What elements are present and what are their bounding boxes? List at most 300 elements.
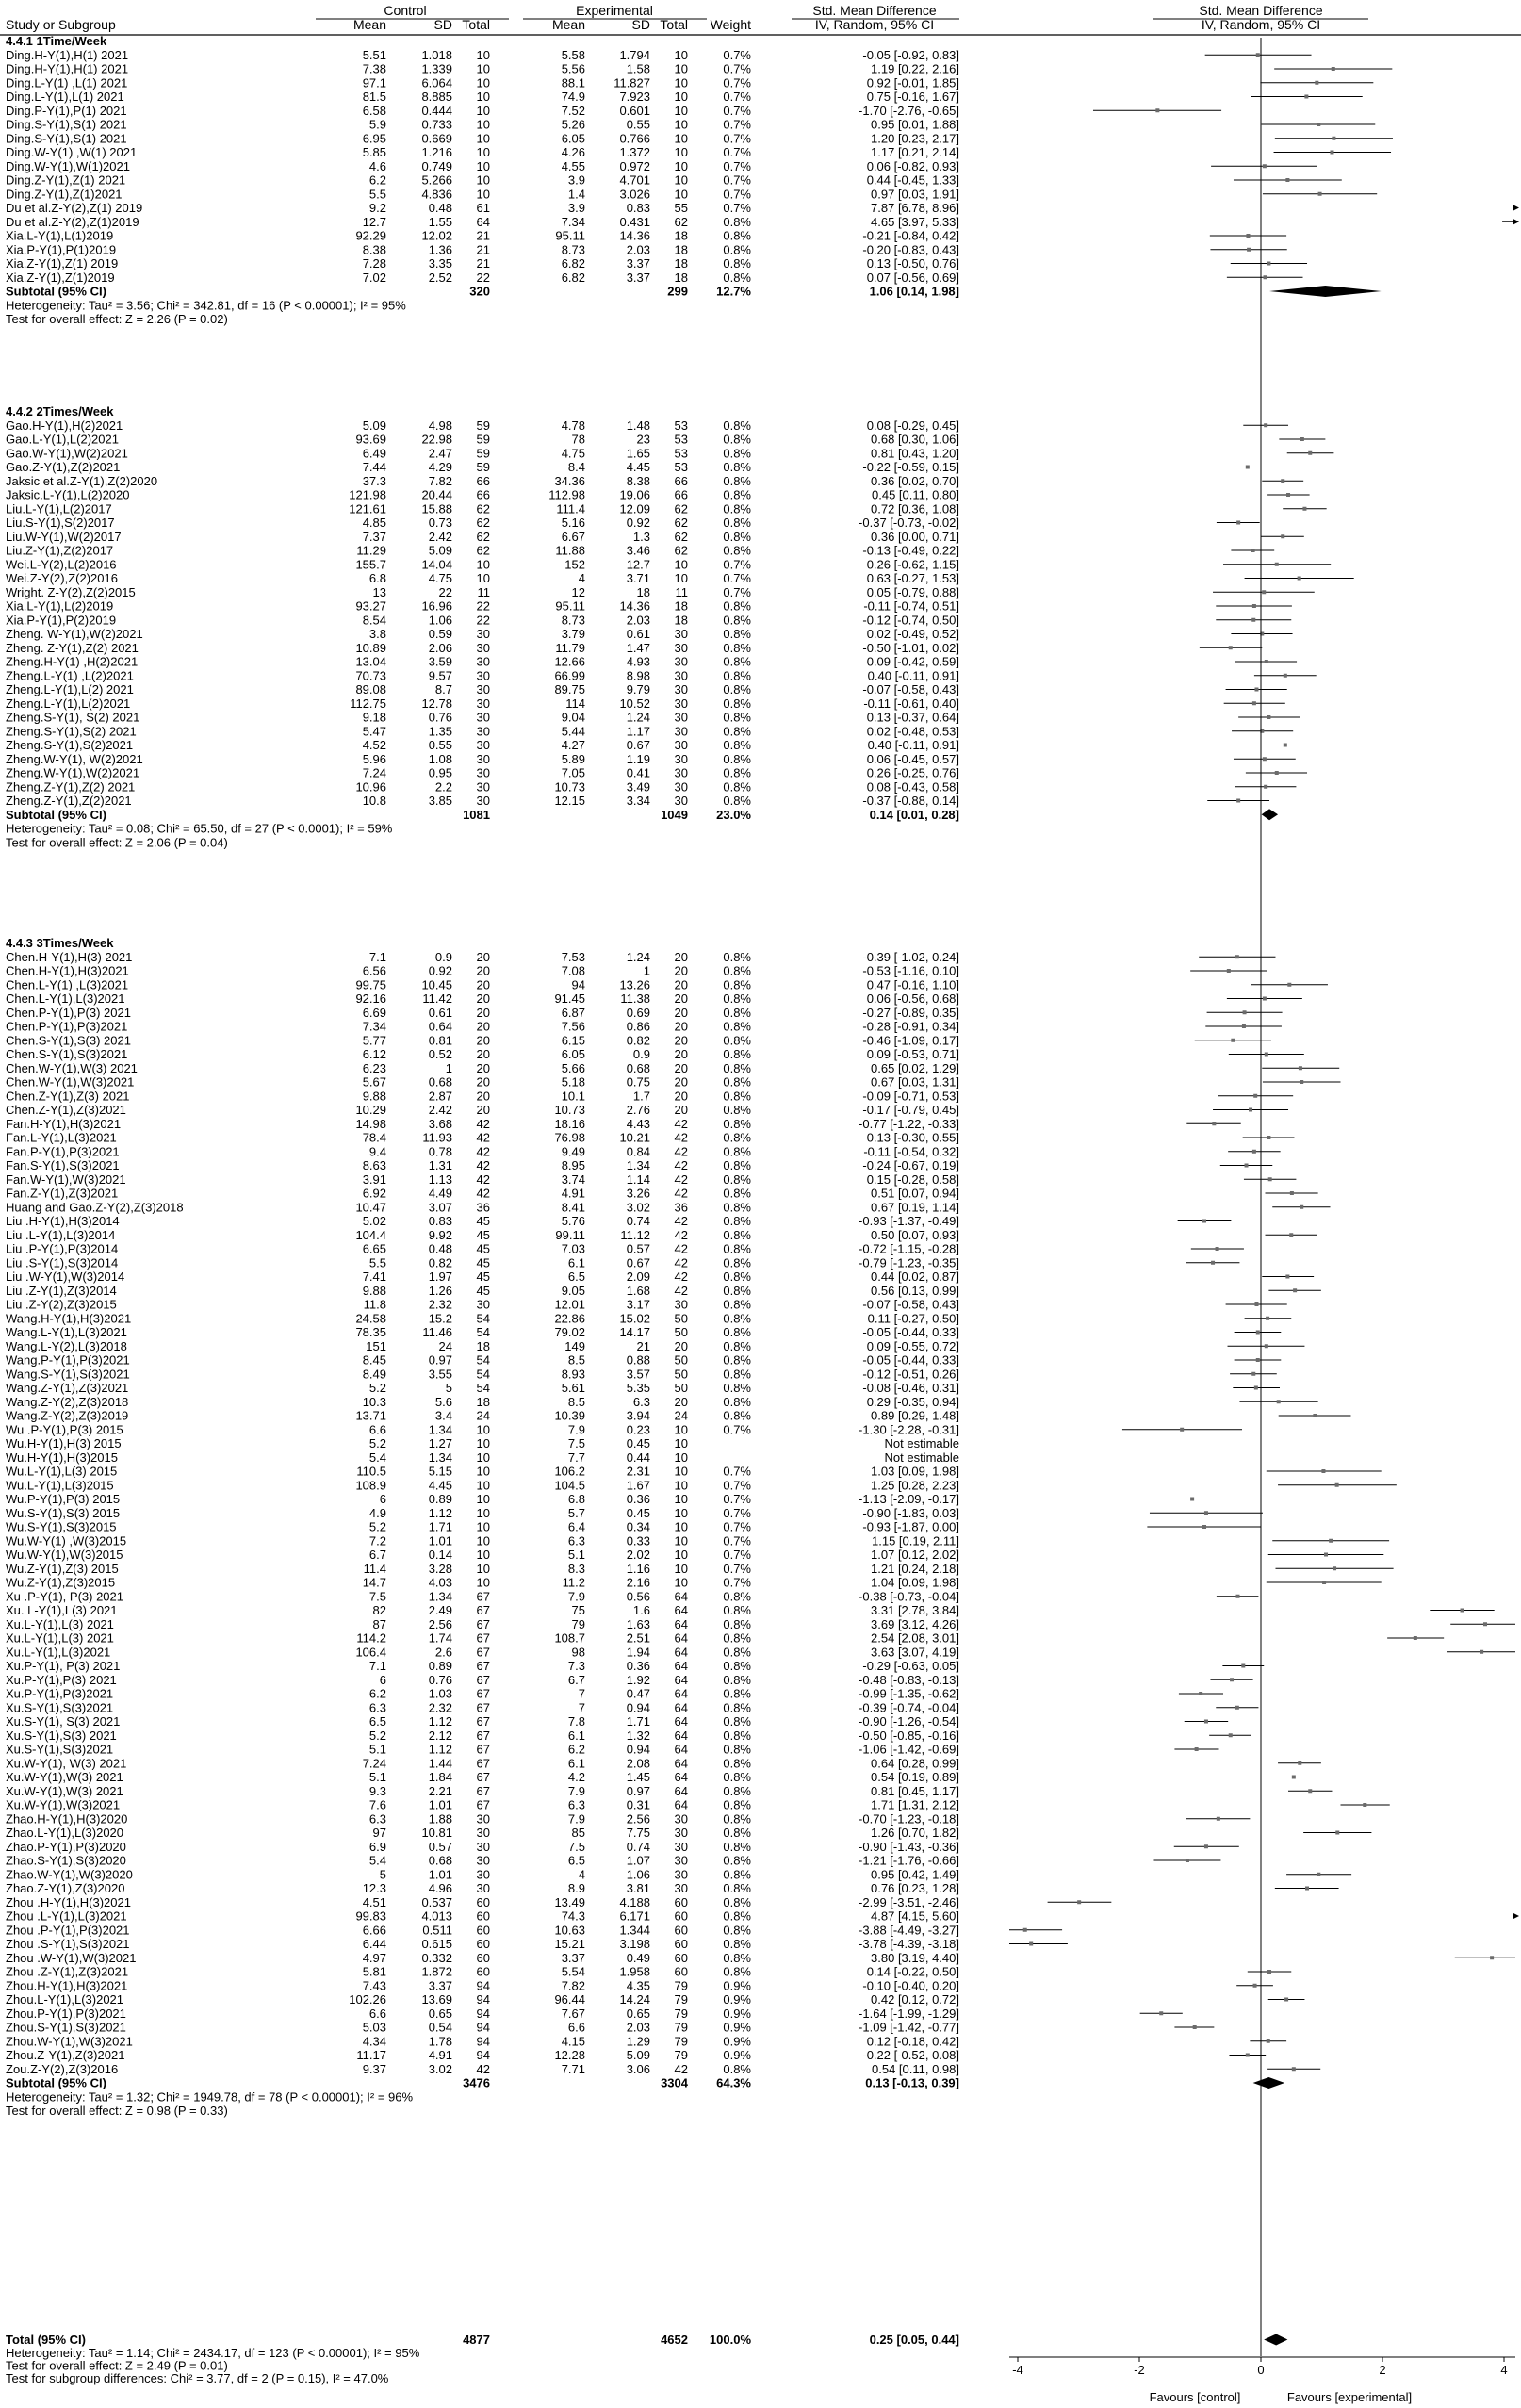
study-name: Xu.S-Y(1),S(3) 2021 (6, 1728, 117, 1743)
control-mean: 5.4 (368, 1450, 386, 1465)
experimental-sd: 0.47 (626, 1686, 650, 1701)
control-sd: 0.14 (428, 1548, 452, 1562)
study-point-estimate (1305, 1887, 1309, 1891)
experimental-mean: 6.82 (561, 270, 585, 285)
study-name: Zhou .W-Y(1),W(3)2021 (6, 1950, 137, 1965)
study-weight: 0.8% (723, 724, 751, 739)
control-sd: 2.56 (428, 1616, 452, 1631)
control-sd: 3.59 (428, 654, 452, 669)
study-effect-ci: 0.44 [-0.45, 1.33] (866, 172, 959, 188)
experimental-total: 42 (674, 1186, 688, 1201)
control-sd: 16.96 (421, 598, 452, 614)
control-total: 67 (476, 1770, 490, 1784)
study-weight: 0.9% (723, 1978, 751, 1993)
experimental-mean: 4.27 (561, 738, 585, 752)
study-weight: 0.8% (723, 1158, 751, 1172)
experimental-sd: 0.69 (626, 1005, 650, 1020)
control-sd: 2.42 (428, 529, 452, 544)
experimental-total: 64 (674, 1797, 688, 1812)
study-effect-ci: 0.81 [0.45, 1.17] (871, 1783, 959, 1798)
study-name: Zhou.W-Y(1),W(3)2021 (6, 2034, 133, 2049)
study-point-estimate (1252, 701, 1256, 705)
experimental-mean: 8.5 (567, 1352, 585, 1368)
experimental-sd: 3.37 (626, 256, 650, 270)
experimental-sd: 0.57 (626, 1241, 650, 1256)
study-weight: 0.7% (723, 1422, 751, 1437)
study-name: Chen.P-Y(1),P(3)2021 (6, 1019, 128, 1034)
experimental-total: 79 (674, 2048, 688, 2062)
control-total: 42 (476, 1130, 490, 1145)
control-mean: 6.6 (368, 2006, 386, 2021)
experimental-total: 66 (674, 473, 688, 488)
control-mean: 5.47 (362, 724, 386, 739)
control-total: 10 (476, 145, 490, 159)
experimental-total: 10 (674, 172, 688, 188)
control-mean: 5.4 (368, 1853, 386, 1868)
control-sd: 11.46 (422, 1325, 452, 1339)
experimental-total: 50 (674, 1352, 688, 1368)
study-name: Xia.P-Y(1),P(2)2019 (6, 613, 117, 628)
experimental-total: 64 (674, 1616, 688, 1631)
experimental-sd: 0.86 (626, 1019, 650, 1034)
experimental-mean: 6.82 (561, 256, 585, 270)
control-mean: 6.12 (362, 1047, 386, 1061)
control-sd: 2.21 (428, 1783, 452, 1798)
study-weight: 0.7% (723, 1492, 751, 1506)
study-name: Xu.W-Y(1), W(3) 2021 (6, 1756, 127, 1771)
control-mean: 11.17 (356, 2048, 386, 2062)
control-mean: 7.34 (362, 1019, 386, 1034)
experimental-mean: 15.21 (554, 1937, 585, 1951)
study-name: Zheng.S-Y(1),S(2)2021 (6, 738, 134, 752)
study-name: Ding.W-Y(1) ,W(1) 2021 (6, 145, 138, 159)
experimental-sd: 1.65 (626, 446, 650, 461)
experimental-total: 10 (674, 1519, 688, 1534)
control-mean: 12.3 (362, 1881, 386, 1895)
experimental-total: 20 (674, 1103, 688, 1117)
experimental-sd: 1.58 (626, 61, 650, 76)
study-effect-ci: 0.92 [-0.01, 1.85] (866, 75, 959, 90)
control-mean: 4.97 (362, 1950, 386, 1965)
experimental-total: 42 (674, 1283, 688, 1298)
study-point-estimate (1284, 744, 1287, 747)
study-weight: 0.8% (723, 1270, 751, 1284)
study-weight: 0.8% (723, 1186, 751, 1201)
experimental-total: 62 (674, 529, 688, 544)
study-name: Zhou.Z-Y(1),Z(3)2021 (6, 2048, 125, 2062)
off-scale-arrow (1513, 1913, 1519, 1919)
experimental-mean: 7.3 (567, 1659, 585, 1673)
experimental-sd: 1.6 (632, 1603, 650, 1617)
experimental-mean: 3.79 (561, 627, 585, 641)
experimental-sd: 4.93 (626, 654, 650, 669)
study-point-estimate (1267, 262, 1270, 266)
experimental-total: 10 (674, 103, 688, 118)
control-sd: 2.32 (428, 1297, 452, 1312)
study-name: Ding.P-Y(1),P(1) 2021 (6, 103, 127, 118)
study-weight: 0.7% (723, 187, 751, 202)
control-total: 22 (476, 598, 490, 614)
study-effect-ci: Not estimable (884, 1450, 959, 1465)
experimental-sd: 2.03 (626, 242, 650, 257)
control-mean: 155.7 (355, 557, 386, 572)
control-total: 10 (476, 172, 490, 188)
experimental-total: 10 (674, 117, 688, 132)
study-effect-ci: -0.22 [-0.59, 0.15] (862, 460, 959, 474)
experimental-mean: 18.16 (554, 1116, 585, 1131)
experimental-sd: 0.9 (632, 1047, 650, 1061)
control-total: 94 (476, 2034, 490, 2049)
control-sd: 4.98 (428, 418, 452, 433)
control-sd: 20.44 (421, 487, 452, 502)
experimental-total: 60 (674, 1923, 688, 1938)
study-weight: 0.7% (723, 1575, 751, 1590)
control-total: 67 (476, 1742, 490, 1757)
experimental-total: 53 (674, 446, 688, 461)
total-weight: 100.0% (709, 2333, 751, 2347)
study-weight: 0.8% (723, 668, 751, 683)
experimental-mean: 149 (564, 1338, 585, 1353)
study-name: Ding.W-Y(1),W(1)2021 (6, 158, 130, 173)
experimental-mean: 94 (571, 977, 585, 992)
control-total: 54 (476, 1352, 490, 1368)
control-total: 22 (476, 613, 490, 628)
experimental-mean: 76.98 (554, 1130, 585, 1145)
experimental-sd: 0.31 (626, 1797, 650, 1812)
experimental-sd: 0.41 (626, 765, 650, 780)
study-weight: 0.8% (723, 1923, 751, 1938)
control-sd: 3.02 (428, 2061, 452, 2076)
study-effect-ci: -0.05 [-0.92, 0.83] (862, 47, 959, 62)
control-mean: 5.51 (362, 47, 386, 62)
control-sd: 0.89 (428, 1492, 452, 1506)
experimental-total: 60 (674, 1937, 688, 1951)
control-sd: 1.339 (421, 61, 452, 76)
study-name: Xu.L-Y(1),L(3) 2021 (6, 1616, 114, 1631)
control-total: 61 (476, 201, 490, 215)
control-mean: 7.38 (362, 61, 386, 76)
study-point-estimate (1321, 1469, 1325, 1473)
control-total: 64 (476, 214, 490, 229)
control-sd: 1 (445, 1060, 452, 1075)
study-point-estimate (1335, 1483, 1339, 1487)
experimental-mean: 9.05 (561, 1283, 585, 1298)
study-point-estimate (1268, 1177, 1272, 1181)
experimental-sd: 3.26 (626, 1186, 650, 1201)
study-weight: 0.8% (723, 1811, 751, 1826)
study-weight: 0.8% (723, 1005, 751, 1020)
experimental-sd: 3.81 (626, 1881, 650, 1895)
experimental-sd: 2.51 (626, 1630, 650, 1646)
control-total: 30 (476, 1811, 490, 1826)
control-sd: 2.47 (428, 446, 452, 461)
control-total: 60 (476, 1937, 490, 1951)
control-sd: 4.03 (428, 1575, 452, 1590)
study-effect-ci: 1.04 [0.09, 1.98] (871, 1575, 959, 1590)
study-name: Zhou.P-Y(1),P(3)2021 (6, 2006, 126, 2021)
study-weight: 0.7% (723, 103, 751, 118)
control-total: 30 (476, 710, 490, 725)
experimental-total: 30 (674, 640, 688, 655)
study-weight: 0.8% (723, 1033, 751, 1048)
control-sd: 22 (438, 584, 452, 599)
control-total: 67 (476, 1630, 490, 1646)
study-name: Liu.L-Y(1),L(2)2017 (6, 501, 112, 516)
experimental-total: 30 (674, 1853, 688, 1868)
study-weight: 0.8% (723, 1645, 751, 1660)
experimental-mean: 6.3 (567, 1797, 585, 1812)
study-name: Wu.L-Y(1),L(3) 2015 (6, 1464, 118, 1479)
control-mean: 14.98 (355, 1116, 386, 1131)
study-effect-ci: 0.67 [0.03, 1.31] (871, 1074, 959, 1089)
study-name: Ding.Z-Y(1),Z(1) 2021 (6, 172, 126, 188)
total-experimental-n: 4652 (661, 2333, 688, 2347)
control-sd: 1.88 (428, 1811, 452, 1826)
study-name: Liu.W-Y(1),W(2)2017 (6, 529, 122, 544)
experimental-mean: 6.05 (561, 1047, 585, 1061)
experimental-total: 64 (674, 1672, 688, 1687)
control-sd: 8.885 (421, 90, 452, 104)
experimental-sd: 1.19 (626, 751, 650, 766)
control-mean: 6.9 (368, 1839, 386, 1854)
study-point-estimate (1315, 81, 1318, 85)
study-weight: 0.8% (723, 1630, 751, 1646)
study-weight: 0.7% (723, 1505, 751, 1520)
experimental-mean: 75 (571, 1603, 585, 1617)
study-weight: 0.8% (723, 1214, 751, 1228)
study-column-header: Study or Subgroup (6, 17, 116, 32)
experimental-total: 30 (674, 794, 688, 808)
experimental-sd: 1.47 (626, 640, 650, 655)
experimental-sd: 1.32 (626, 1728, 650, 1743)
study-name: Liu .S-Y(1),S(3)2014 (6, 1255, 119, 1270)
study-point-estimate (1268, 1970, 1271, 1974)
study-name: Zheng.L-Y(1),L(2) 2021 (6, 682, 134, 696)
control-total: 30 (476, 1839, 490, 1854)
study-point-estimate (1290, 1191, 1294, 1195)
experimental-mean: 7.7 (567, 1450, 585, 1465)
control-total: 10 (476, 90, 490, 104)
experimental-sd: 1.7 (632, 1089, 650, 1104)
control-total: 10 (476, 557, 490, 572)
control-mean: 37.3 (362, 473, 386, 488)
study-point-estimate (1292, 2067, 1296, 2071)
experimental-sd: 0.65 (626, 2006, 650, 2021)
study-name: Zhao.L-Y(1),L(3)2020 (6, 1826, 124, 1840)
study-name: Chen.L-Y(1),L(3)2021 (6, 991, 125, 1006)
control-total: 10 (476, 158, 490, 173)
control-total: 10 (476, 117, 490, 132)
experimental-sd-header: SD (631, 17, 650, 32)
experimental-total: 30 (674, 1297, 688, 1312)
study-name: Wang.P-Y(1),P(3)2021 (6, 1352, 130, 1368)
experimental-mean: 6.1 (567, 1756, 585, 1771)
experimental-sd: 1.958 (619, 1964, 650, 1979)
experimental-sd: 4.701 (619, 172, 650, 188)
study-name: Zheng.S-Y(1),S(2) 2021 (6, 724, 137, 739)
experimental-mean: 106.2 (554, 1464, 585, 1479)
study-name: Wu.L-Y(1),L(3)2015 (6, 1478, 114, 1493)
study-name: Xu.L-Y(1),L(3) 2021 (6, 1630, 114, 1646)
study-point-estimate (1317, 1873, 1320, 1876)
control-sd: 0.52 (428, 1047, 452, 1061)
experimental-sd: 1.71 (626, 1714, 650, 1728)
study-weight: 0.8% (723, 710, 751, 725)
control-total: 67 (476, 1603, 490, 1617)
experimental-mean: 98 (571, 1645, 585, 1660)
control-total: 21 (476, 256, 490, 270)
control-sd: 0.48 (428, 201, 452, 215)
control-total: 30 (476, 738, 490, 752)
study-name: Fan.S-Y(1),S(3)2021 (6, 1158, 120, 1172)
control-sd: 0.65 (428, 2006, 452, 2021)
control-mean: 6.23 (362, 1060, 386, 1075)
experimental-mean: 3.37 (561, 1950, 585, 1965)
control-total: 30 (476, 668, 490, 683)
experimental-sd: 0.44 (626, 1450, 650, 1465)
study-effect-ci: 1.19 [0.22, 2.16] (871, 61, 959, 76)
study-name: Xu.P-Y(1),P(3)2021 (6, 1686, 114, 1701)
study-point-estimate (1298, 1761, 1301, 1765)
study-effect-ci: 0.36 [0.02, 0.70] (871, 473, 959, 488)
study-name: Zheng.Z-Y(1),Z(2)2021 (6, 794, 132, 808)
study-name: Wang.S-Y(1),S(3)2021 (6, 1367, 130, 1382)
study-effect-ci: -0.27 [-0.89, 0.35] (862, 1005, 959, 1020)
control-mean: 6.7 (368, 1548, 386, 1562)
control-sd: 4.75 (428, 571, 452, 585)
study-name: Ding.Z-Y(1),Z(1)2021 (6, 187, 123, 202)
control-sd: 2.2 (434, 779, 452, 794)
experimental-mean: 5.58 (561, 47, 585, 62)
study-effect-ci: 0.56 [0.13, 0.99] (871, 1283, 959, 1298)
study-weight: 0.9% (723, 1992, 751, 2007)
control-mean: 7.02 (362, 270, 386, 285)
experimental-mean: 7.8 (567, 1714, 585, 1728)
control-sd: 0.61 (428, 1005, 452, 1020)
experimental-sd: 1.794 (619, 47, 650, 62)
experimental-sd: 1.68 (626, 1283, 650, 1298)
experimental-total: 30 (674, 682, 688, 696)
x-tick-label: 4 (1500, 2363, 1508, 2377)
control-mean: 4.51 (362, 1894, 386, 1909)
study-name: Jaksic.L-Y(1),L(2)2020 (6, 487, 130, 502)
experimental-mean: 111.4 (556, 501, 585, 516)
experimental-total: 20 (674, 963, 688, 978)
experimental-total: 11 (675, 584, 688, 599)
experimental-total: 62 (674, 516, 688, 530)
control-mean: 6.95 (362, 131, 386, 146)
control-total: 20 (476, 963, 490, 978)
control-mean: 5.2 (368, 1436, 386, 1450)
control-total: 20 (476, 1033, 490, 1048)
experimental-total: 20 (674, 1089, 688, 1104)
study-name: Wang.Z-Y(2),Z(3)2018 (6, 1394, 129, 1409)
control-total: 59 (476, 432, 490, 447)
experimental-mean: 112.98 (548, 487, 585, 502)
control-mean: 82 (372, 1603, 386, 1617)
experimental-sd: 0.74 (626, 1839, 650, 1854)
study-weight: 0.8% (723, 1352, 751, 1368)
favours-control-label: Favours [control] (1149, 2390, 1241, 2404)
control-mean: 7.24 (362, 765, 386, 780)
experimental-mean: 4.55 (561, 158, 585, 173)
study-name: Zhao.Z-Y(1),Z(3)2020 (6, 1881, 125, 1895)
control-mean: 6.3 (368, 1811, 386, 1826)
control-total: 45 (476, 1270, 490, 1284)
control-mean: 14.7 (362, 1575, 386, 1590)
experimental-total: 36 (674, 1200, 688, 1215)
study-point-estimate (1251, 1372, 1255, 1376)
control-total: 45 (476, 1227, 490, 1242)
study-name: Zheng. Z-Y(1),Z(2) 2021 (6, 640, 139, 655)
experimental-sd: 0.972 (619, 158, 650, 173)
study-effect-ci: -3.88 [-4.49, -3.27] (859, 1923, 959, 1938)
experimental-total: 50 (674, 1325, 688, 1339)
control-mean: 5.9 (368, 117, 386, 132)
study-weight: 0.7% (723, 131, 751, 146)
study-weight: 0.8% (723, 473, 751, 488)
study-weight: 0.8% (723, 1255, 751, 1270)
experimental-total: 50 (674, 1381, 688, 1395)
experimental-total: 10 (674, 145, 688, 159)
experimental-mean: 22.86 (554, 1311, 585, 1326)
experimental-sd: 0.49 (626, 1950, 650, 1965)
study-name: Fan.H-Y(1),H(3)2021 (6, 1116, 122, 1131)
study-point-estimate (1243, 1010, 1247, 1014)
study-effect-ci: -0.93 [-1.37, -0.49] (859, 1214, 959, 1228)
control-mean: 78.35 (355, 1325, 386, 1339)
study-effect-ci: 0.06 [-0.45, 0.57] (866, 751, 959, 766)
experimental-total: 64 (674, 1589, 688, 1604)
experimental-mean: 7.9 (567, 1811, 585, 1826)
experimental-mean: 6.15 (561, 1033, 585, 1048)
experimental-sd: 8.98 (626, 668, 650, 683)
study-name: Huang and Gao.Z-Y(2),Z(3)2018 (6, 1200, 184, 1215)
study-weight: 0.8% (723, 529, 751, 544)
experimental-mean: 10.1 (561, 1089, 585, 1104)
control-mean: 5.81 (362, 1964, 386, 1979)
experimental-mean: 6.4 (567, 1519, 585, 1534)
experimental-mean: 4.91 (561, 1186, 585, 1201)
control-total: 67 (476, 1756, 490, 1771)
study-weight: 0.7% (723, 1533, 751, 1548)
subtotal-experimental-total: 3304 (661, 2075, 688, 2090)
experimental-total: 53 (674, 460, 688, 474)
study-name: Zhou.H-Y(1),H(3)2021 (6, 1978, 128, 1993)
experimental-sd: 3.94 (626, 1408, 650, 1423)
control-sd: 1.27 (428, 1436, 452, 1450)
study-effect-ci: 0.54 [0.19, 0.89] (871, 1770, 959, 1784)
study-weight: 0.8% (723, 1937, 751, 1951)
study-name: Ding.L-Y(1),L(1) 2021 (6, 90, 124, 104)
study-weight: 0.8% (723, 418, 751, 433)
study-name: Chen.Z-Y(1),Z(3)2021 (6, 1103, 126, 1117)
control-sd: 15.88 (421, 501, 452, 516)
study-point-estimate (1230, 1678, 1234, 1681)
study-effect-ci: 3.31 [2.78, 3.84] (871, 1603, 959, 1617)
experimental-sd: 0.97 (626, 1783, 650, 1798)
experimental-sd: 14.36 (619, 228, 650, 243)
control-mean: 6.5 (368, 1714, 386, 1728)
study-weight: 0.7% (723, 75, 751, 90)
study-weight: 0.8% (723, 2061, 751, 2076)
study-name: Zheng.W-Y(1),W(2)2021 (6, 765, 140, 780)
study-effect-ci: 0.09 [-0.53, 0.71] (866, 1047, 959, 1061)
control-total: 42 (476, 1144, 490, 1159)
experimental-mean: 4.26 (561, 145, 585, 159)
control-mean: 110.5 (356, 1464, 386, 1479)
total-diamond (1264, 2334, 1287, 2346)
